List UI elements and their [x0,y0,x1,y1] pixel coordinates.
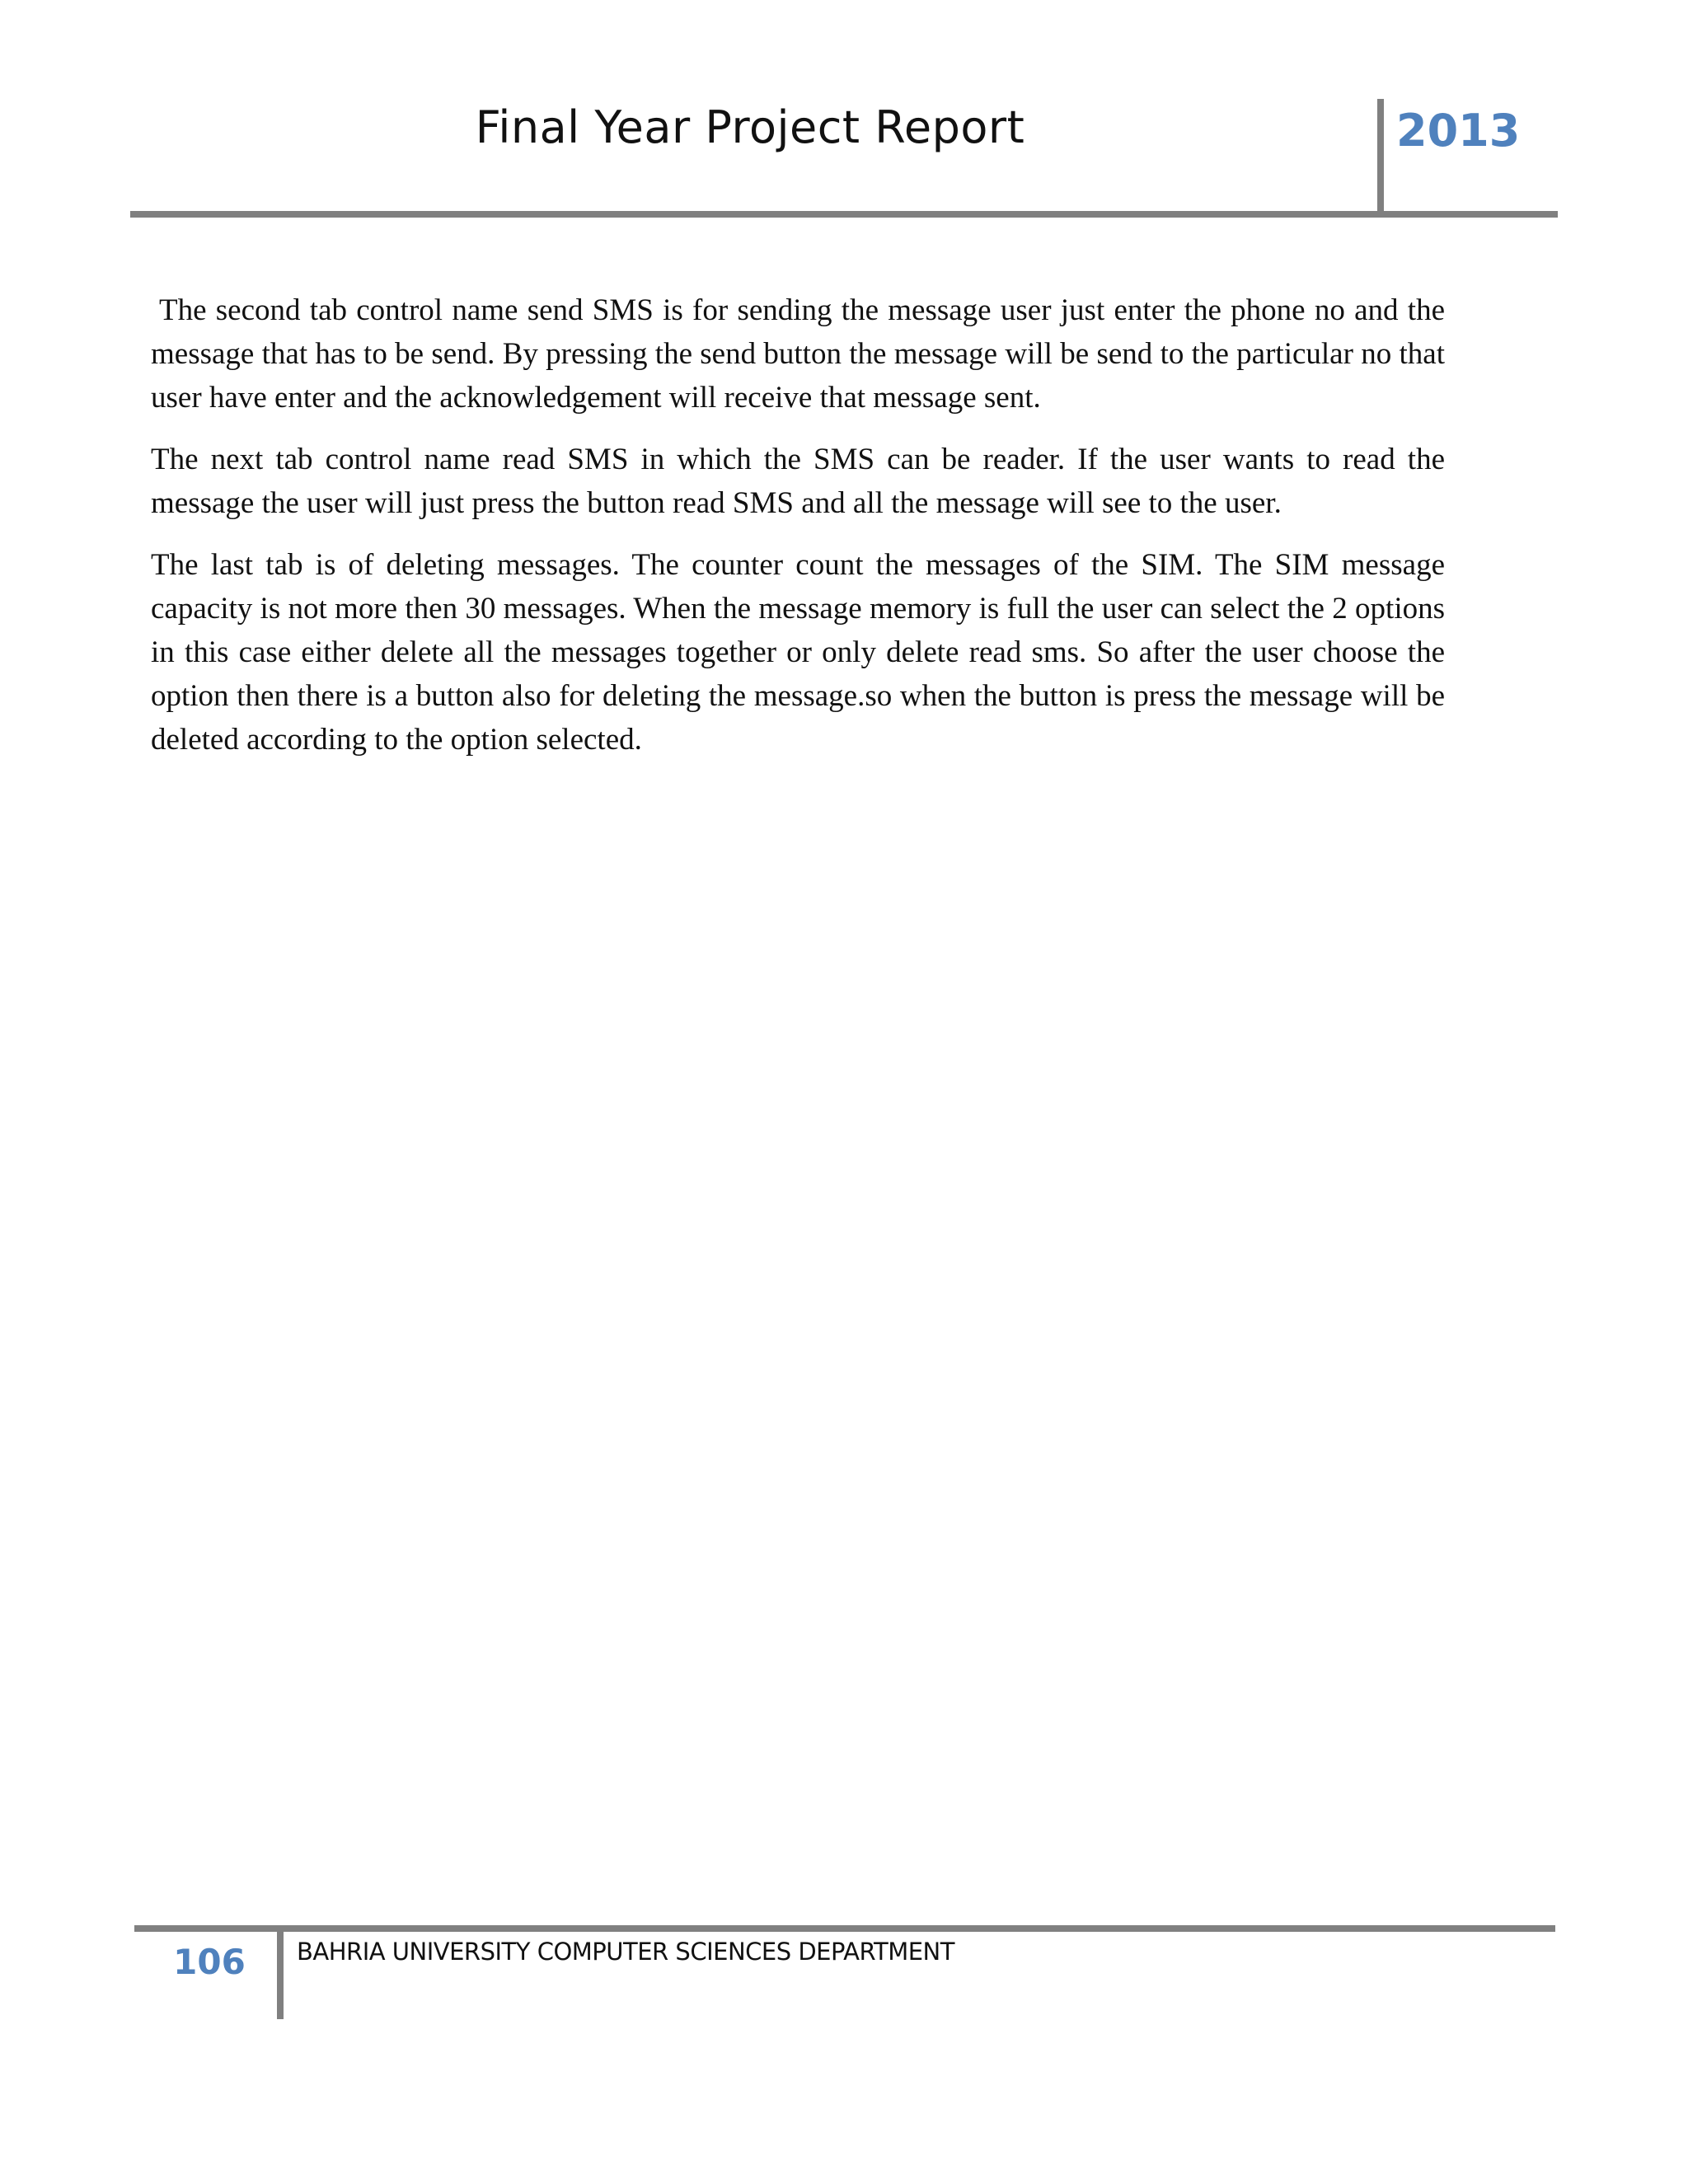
footer-department: BAHRIA UNIVERSITY COMPUTER SCIENCES DEPARTMENT [297,1938,954,1966]
body-text [151,288,1445,780]
footer-rule [134,1925,1555,1932]
paragraph-read-sms: The next tab control name read SMS in which the SMS can be reader. If the user wants to read the message the user will just press the button read SMS and all the message will see to the user. [151,443,1445,520]
page-header-title: Final Year Project Report [475,101,1025,153]
paragraph-send-sms: The second tab control name send SMS is for sending the message user just enter the phone no and the message that has to be send. By pressing the send button the message will be send to the particular no that user have enter and the acknowledgement will receive that message sent. [151,293,1445,415]
page-number: 106 [173,1942,246,1982]
paragraph-delete-messages: The last tab is of deleting messages. The counter count the messages of the SIM. The SIM message capacity is not more then 30 messages. When the message memory is full the user can select the 2 options in this case either delete all the messages together or only delete read sms. So after the user choose the option then there is a button also for deleting the message.so when the button is press the message will be deleted according to the option selected. [151,548,1445,757]
header-rule [130,211,1558,218]
header-divider-vertical [1377,99,1384,214]
footer-divider-vertical [277,1925,284,2019]
page-header-year: 2013 [1396,105,1521,157]
